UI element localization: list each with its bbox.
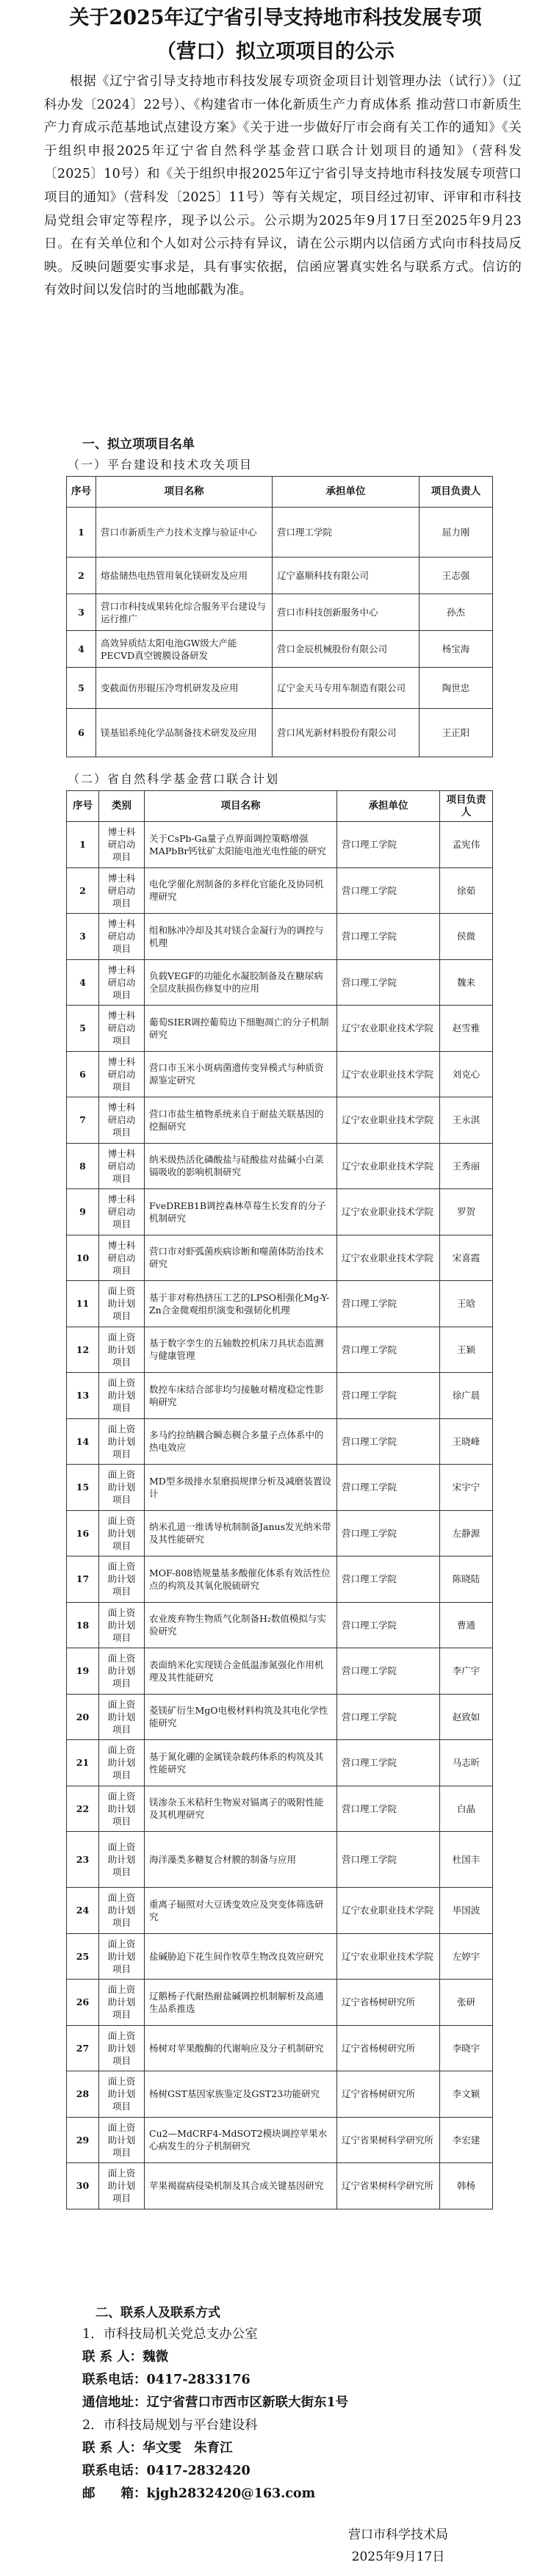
- project-lead: 李文颖: [440, 2071, 493, 2118]
- project-name: 镁基铝系纯化学品制备技术研发及应用: [96, 709, 273, 757]
- project-org: 营口风光新材料股份有限公司: [273, 709, 419, 757]
- row-number: 10: [67, 1235, 99, 1281]
- contact-person-2: 联 系 人：华文雯 朱育江: [82, 2441, 233, 2456]
- project-org: 营口理工学院: [337, 1602, 440, 1648]
- project-name: 基于非对称热挤压工艺的LPSO相强化Mg-Y-Zn合金微观组织演变和强韧化机理: [145, 1281, 337, 1327]
- project-category: 面上资助计划项目: [99, 1602, 145, 1648]
- project-name: 苹果褐腐病侵染机制及其合成关键基因研究: [145, 2163, 337, 2209]
- row-number: 27: [67, 2025, 99, 2071]
- project-lead: 宋喜霞: [440, 1235, 493, 1281]
- table2-row: [67, 1465, 493, 1511]
- project-org: 辽宁嘉顺科技有限公司: [273, 558, 419, 594]
- table2-row: [67, 1832, 493, 1888]
- table2-row: [67, 1097, 493, 1144]
- project-category: 面上资助计划项目: [99, 2117, 145, 2163]
- table2-header-row: [67, 791, 493, 822]
- project-name: 菱镁矿衍生MgO电极材料构筑及其电化学性能研究: [145, 1694, 337, 1740]
- project-org: 辽宁省杨树研究所: [337, 2071, 440, 2118]
- table2-col-cat: 类别: [99, 791, 145, 822]
- project-org: 营口理工学院: [337, 1648, 440, 1695]
- project-category: 博士科研启动项目: [99, 1051, 145, 1097]
- table1-row: [67, 508, 493, 558]
- signature-org: 营口市科学技术局: [348, 2528, 448, 2542]
- project-name: 变截面仿形辊压冷弯机研发及应用: [96, 668, 273, 709]
- intro-paragraph: [44, 71, 522, 303]
- table-nsf-projects: [66, 790, 493, 2209]
- project-name: FveDREB1B调控森林草莓生长发育的分子机制研究: [145, 1189, 337, 1235]
- project-name: 杨树对苹果酸酶的代谢响应及分子机制研究: [145, 2025, 337, 2071]
- table2-row: [67, 959, 493, 1006]
- table2-row: [67, 1694, 493, 1740]
- project-name: 数控车床结合部非均匀接触对精度稳定性影响研究: [145, 1373, 337, 1419]
- project-org: 营口理工学院: [273, 508, 419, 558]
- project-name: 营口市科技成果转化综合服务平台建设与运行推广: [96, 594, 273, 631]
- table2-row: [67, 1888, 493, 1934]
- project-lead: 徐茹: [440, 867, 493, 914]
- row-number: 1: [67, 508, 96, 558]
- row-number: 8: [67, 1143, 99, 1189]
- project-org: 营口理工学院: [337, 1465, 440, 1511]
- contact-sub1: 1．市科技局机关党总支办公室: [82, 2327, 258, 2342]
- project-name: 高效异质结太阳电池GW级大产能PECVD真空镀膜设备研发: [96, 631, 273, 668]
- project-category: 博士科研启动项目: [99, 1143, 145, 1189]
- row-number: 7: [67, 1097, 99, 1144]
- row-number: 26: [67, 1980, 99, 2026]
- project-category: 面上资助计划项目: [99, 1980, 145, 2026]
- doc-title-line2: （营口）拟立项项目的公示: [156, 40, 395, 63]
- row-number: 6: [67, 709, 96, 757]
- intro-text: 根据《辽宁省引导支持地市科技发展专项资金项目计划管理办法（试行）》（辽科办发〔2024〕22号）、《构建省市一体化新质生产力育成体系 推动营口市新质生产力育成示范基地试点建设方案》《关于进一步做好厅市会商有关工作的通知》《关于组织申报2025年辽宁省自然科学基金营口联合计划项目的通知》（营科发〔2025〕10号）和《关于组织申报2025年辽宁省引导支持地市科技发展专项营口项目的通知》（营科发〔2025〕11号）等有关规定，项目经过初审、评审和市科技局党组会审定等程序，现予以公示。公示期为2025年9月17日至2025年9月23日。在有关单位和个人如对公示持有异议，请在公示期内以信函方式向市科技局反映。反映问题要实事求是，具有事实依据，信函应署真实姓名与联系方式。信访的有效时间以发信时的当地邮戳为准。: [44, 74, 522, 298]
- row-number: 1: [67, 822, 99, 868]
- project-name: 葡萄SIER调控葡萄边下细胞凋亡的分子机制研究: [145, 1006, 337, 1052]
- project-lead: 王正阳: [419, 709, 493, 757]
- table-platform-projects: [66, 476, 493, 757]
- row-number: 19: [67, 1648, 99, 1695]
- project-org: 营口理工学院: [337, 867, 440, 914]
- project-category: 面上资助计划项目: [99, 1418, 145, 1465]
- project-name: 杨树GST基因家族鉴定及GST23功能研究: [145, 2071, 337, 2118]
- project-lead: 李晓宇: [440, 2025, 493, 2071]
- project-category: 博士科研启动项目: [99, 1006, 145, 1052]
- project-name: MD型多级排水泵磨损规律分析及减磨装置设计: [145, 1465, 337, 1511]
- project-org: 营口理工学院: [337, 1694, 440, 1740]
- table2-row: [67, 1933, 493, 1980]
- project-category: 面上资助计划项目: [99, 2163, 145, 2209]
- table2-row: [67, 1556, 493, 1603]
- table2-col-org: 承担单位: [337, 791, 440, 822]
- project-lead: 王永淇: [440, 1097, 493, 1144]
- project-name: 纳米孔道一维诱导杭制制备Janus发光纳米带及其性能研究: [145, 1510, 337, 1556]
- project-org: 营口理工学院: [337, 1740, 440, 1786]
- project-category: 博士科研启动项目: [99, 959, 145, 1006]
- project-category: 博士科研启动项目: [99, 914, 145, 960]
- table2-row: [67, 1740, 493, 1786]
- project-org: 营口理工学院: [337, 1373, 440, 1419]
- table2-row: [67, 1006, 493, 1052]
- row-number: 2: [67, 558, 96, 594]
- table2-row: [67, 1418, 493, 1465]
- table2-row: [67, 2163, 493, 2209]
- project-lead: 赵致如: [440, 1694, 493, 1740]
- project-name: 海洋藻类多糖复合材膜的制备与应用: [145, 1832, 337, 1888]
- project-org: 辽宁省杨树研究所: [337, 2025, 440, 2071]
- project-lead: 杜国丰: [440, 1832, 493, 1888]
- project-lead: 李宏建: [440, 2117, 493, 2163]
- row-number: 9: [67, 1189, 99, 1235]
- project-name: MOF-808锆规量基多酸催化体系有效活性位点的构筑及其氧化脱硫研究: [145, 1556, 337, 1603]
- project-lead: 陶世忠: [419, 668, 493, 709]
- project-org: 辽宁农业职业技术学院: [337, 1051, 440, 1097]
- table1-col-no: 序号: [67, 477, 96, 508]
- project-name: 熔盐储热电热管用氧化镁研发及应用: [96, 558, 273, 594]
- project-lead: 孙杰: [419, 594, 493, 631]
- project-org: 营口金辰机械股份有限公司: [273, 631, 419, 668]
- project-org: 辽宁农业职业技术学院: [337, 1097, 440, 1144]
- project-category: 面上资助计划项目: [99, 2025, 145, 2071]
- project-category: 面上资助计划项目: [99, 1281, 145, 1327]
- row-number: 14: [67, 1418, 99, 1465]
- project-category: 博士科研启动项目: [99, 867, 145, 914]
- project-category: 博士科研启动项目: [99, 1235, 145, 1281]
- project-name: 营口市玉米小斑病菌遗传变异模式与种质资源鉴定研究: [145, 1051, 337, 1097]
- contact-block: [82, 2323, 523, 2505]
- project-lead: 左静源: [440, 1510, 493, 1556]
- table2-col-no: 序号: [67, 791, 99, 822]
- table2-row: [67, 2117, 493, 2163]
- project-name: 营口市新质生产力技术支撑与验证中心: [96, 508, 273, 558]
- project-org: 营口理工学院: [337, 1327, 440, 1373]
- project-lead: 孟宪伟: [440, 822, 493, 868]
- table1-header-row: [67, 477, 493, 508]
- project-category: 博士科研启动项目: [99, 1189, 145, 1235]
- project-name: 重离子辐照对大豆诱变效应及突变体筛选研究: [145, 1888, 337, 1934]
- project-lead: 徐广晨: [440, 1373, 493, 1419]
- project-org: 辽宁农业职业技术学院: [337, 1143, 440, 1189]
- project-org: 营口理工学院: [337, 1418, 440, 1465]
- row-number: 12: [67, 1327, 99, 1373]
- row-number: 18: [67, 1602, 99, 1648]
- table2-col-name: 项目名称: [145, 791, 337, 822]
- row-number: 21: [67, 1740, 99, 1786]
- project-lead: 刘克心: [440, 1051, 493, 1097]
- project-category: 面上资助计划项目: [99, 2071, 145, 2118]
- project-category: 面上资助计划项目: [99, 1694, 145, 1740]
- table1-col-name: 项目名称: [96, 477, 273, 508]
- project-org: 辽宁省果树科学研究所: [337, 2163, 440, 2209]
- contact-sub2: 2．市科技局规划与平台建设科: [82, 2418, 258, 2433]
- row-number: 3: [67, 914, 99, 960]
- project-name: 营口市对虾弧菌疾病诊断和噬菌体防治技术研究: [145, 1235, 337, 1281]
- project-category: 面上资助计划项目: [99, 1327, 145, 1373]
- table2-row: [67, 1189, 493, 1235]
- table1-row: [67, 631, 493, 668]
- row-number: 24: [67, 1888, 99, 1934]
- row-number: 11: [67, 1281, 99, 1327]
- contact-phone-1: 联系电话：0417-2833176: [82, 2373, 251, 2387]
- project-lead: 王颖: [440, 1327, 493, 1373]
- project-lead: 曹通: [440, 1602, 493, 1648]
- table2-row: [67, 1143, 493, 1189]
- project-lead: 宋宇宁: [440, 1465, 493, 1511]
- doc-title-line1: 关于2025年辽宁省引导支持地市科技发展专项: [69, 7, 482, 29]
- project-category: 面上资助计划项目: [99, 1832, 145, 1888]
- table1-row: [67, 558, 493, 594]
- project-lead: 李广宇: [440, 1648, 493, 1695]
- project-category: 面上资助计划项目: [99, 1786, 145, 1832]
- row-number: 13: [67, 1373, 99, 1419]
- project-category: 面上资助计划项目: [99, 1556, 145, 1603]
- project-org: 营口理工学院: [337, 1556, 440, 1603]
- table1-col-org: 承担单位: [273, 477, 419, 508]
- project-name: 负载VEGF的功能化水凝胶制备及在糖尿病全层皮肤损伤修复中的应用: [145, 959, 337, 1006]
- table2-heading: （二）省自然科学基金营口联合计划: [68, 772, 280, 786]
- table1-body: [67, 508, 493, 757]
- project-org: 营口理工学院: [337, 1786, 440, 1832]
- project-lead: 马志昕: [440, 1740, 493, 1786]
- table1-heading: （一）平台建设和技术攻关项目: [68, 458, 253, 472]
- project-name: 组和脉冲冷却及其对镁合金凝行为的调控与机理: [145, 914, 337, 960]
- contact-person-1: 联 系 人：魏微: [82, 2350, 169, 2364]
- row-number: 4: [67, 631, 96, 668]
- row-number: 5: [67, 1006, 99, 1052]
- table2-row: [67, 2071, 493, 2118]
- project-name: 盐碱胁迫下花生间作牧草生物改良效应研究: [145, 1933, 337, 1980]
- project-lead: 杨宝海: [419, 631, 493, 668]
- project-org: 营口理工学院: [337, 959, 440, 1006]
- project-org: 辽宁农业职业技术学院: [337, 1189, 440, 1235]
- row-number: 23: [67, 1832, 99, 1888]
- project-lead: 左婷宇: [440, 1933, 493, 1980]
- signature-block: [348, 2524, 448, 2568]
- row-number: 16: [67, 1510, 99, 1556]
- project-org: 辽宁农业职业技术学院: [337, 1888, 440, 1934]
- project-org: 营口市科技创新服务中心: [273, 594, 419, 631]
- project-category: 博士科研启动项目: [99, 822, 145, 868]
- row-number: 2: [67, 867, 99, 914]
- table1-row: [67, 668, 493, 709]
- project-org: 营口理工学院: [337, 1832, 440, 1888]
- table2-row: [67, 914, 493, 960]
- row-number: 6: [67, 1051, 99, 1097]
- project-lead: 侯微: [440, 914, 493, 960]
- table2-row: [67, 1510, 493, 1556]
- table2-row: [67, 1602, 493, 1648]
- table2-row: [67, 1648, 493, 1695]
- row-number: 4: [67, 959, 99, 1006]
- table1-row: [67, 709, 493, 757]
- project-org: 辽宁省果树科学研究所: [337, 2117, 440, 2163]
- contact-phone-2: 联系电话：0417-2832420: [82, 2464, 251, 2478]
- project-org: 辽宁金天马专用车制造有限公司: [273, 668, 419, 709]
- project-name: 营口市盐生植物系统来自于耐盐关联基因的挖掘研究: [145, 1097, 337, 1144]
- project-lead: 赵雪雅: [440, 1006, 493, 1052]
- project-org: 辽宁农业职业技术学院: [337, 1006, 440, 1052]
- project-name: 表面纳米化实现镁合金低温渗氮强化作用机理及其性能研究: [145, 1648, 337, 1695]
- project-category: 面上资助计划项目: [99, 1648, 145, 1695]
- project-name: 纳米级热活化磷酸盐与硅酸盐对盐碱小白菜镉吸收的影响机制研究: [145, 1143, 337, 1189]
- project-lead: 王晓峰: [440, 1418, 493, 1465]
- row-number: 22: [67, 1786, 99, 1832]
- project-category: 面上资助计划项目: [99, 1465, 145, 1511]
- row-number: 20: [67, 1694, 99, 1740]
- row-number: 28: [67, 2071, 99, 2118]
- project-category: 博士科研启动项目: [99, 1097, 145, 1144]
- table2-body: [67, 822, 493, 2209]
- project-lead: 张研: [440, 1980, 493, 2026]
- project-lead: 王志强: [419, 558, 493, 594]
- project-lead: 王秀丽: [440, 1143, 493, 1189]
- row-number: 15: [67, 1465, 99, 1511]
- project-lead: 韩杨: [440, 2163, 493, 2209]
- table2-row: [67, 1980, 493, 2026]
- project-org: 辽宁农业职业技术学院: [337, 1933, 440, 1980]
- project-org: 辽宁省杨树研究所: [337, 1980, 440, 2026]
- project-name: Cu2—MdCRF4-MdSOT2模块调控苹果水心病发生的分子机制研究: [145, 2117, 337, 2163]
- contact-email: 邮 箱：kjgh2832420@163.com: [82, 2486, 316, 2501]
- project-name: 辽鹅杨子代耐热耐盐碱调控机制解析及高通生品系推选: [145, 1980, 337, 2026]
- project-lead: 魏来: [440, 959, 493, 1006]
- table2-row: [67, 1051, 493, 1097]
- project-name: 关于CsPb-Ga量子点界面调控策略增强MAPbBr钙钛矿太阳能电池光电性能的研究: [145, 822, 337, 868]
- row-number: 25: [67, 1933, 99, 1980]
- project-category: 面上资助计划项目: [99, 1888, 145, 1934]
- project-lead: 王晗: [440, 1281, 493, 1327]
- row-number: 17: [67, 1556, 99, 1603]
- table2-row: [67, 1235, 493, 1281]
- project-name: 农业废弃物生物质气化制备H₂数值模拟与实验研究: [145, 1602, 337, 1648]
- row-number: 30: [67, 2163, 99, 2209]
- project-lead: 陈晓陆: [440, 1556, 493, 1603]
- project-lead: 屈力刚: [419, 508, 493, 558]
- project-org: 辽宁农业职业技术学院: [337, 1235, 440, 1281]
- table2-row: [67, 1786, 493, 1832]
- table2-row: [67, 1281, 493, 1327]
- signature-date: 2025年9月17日: [351, 2550, 445, 2564]
- project-lead: 毕国波: [440, 1888, 493, 1934]
- project-name: 镁渗杂玉米秸秆生物炭对镉离子的吸附性能及其机理研究: [145, 1786, 337, 1832]
- project-org: 营口理工学院: [337, 1281, 440, 1327]
- project-category: 面上资助计划项目: [99, 1933, 145, 1980]
- section2-heading: 二、联系人及联系方式: [96, 2306, 220, 2320]
- table2-col-lead: 项目负责人: [440, 791, 493, 822]
- project-name: 基于氮化硼的金属镁杂载药体系的构筑及其性能研究: [145, 1740, 337, 1786]
- project-lead: 罗贺: [440, 1189, 493, 1235]
- table2-row: [67, 1373, 493, 1419]
- section1-heading: 一、拟立项项目名单: [82, 437, 195, 452]
- project-name: 多马约拉纳耦合瞬态稠合多量子点体系中的热电效应: [145, 1418, 337, 1465]
- project-org: 营口理工学院: [337, 914, 440, 960]
- table1-row: [67, 594, 493, 631]
- contact-address: 通信地址：辽宁省营口市西市区新联大街东1号: [82, 2395, 349, 2410]
- project-org: 营口理工学院: [337, 1510, 440, 1556]
- row-number: 5: [67, 668, 96, 709]
- table1-col-lead: 项目负责人: [419, 477, 493, 508]
- row-number: 3: [67, 594, 96, 631]
- doc-title: [0, 0, 551, 68]
- project-category: 面上资助计划项目: [99, 1740, 145, 1786]
- project-lead: 白晶: [440, 1786, 493, 1832]
- row-number: 29: [67, 2117, 99, 2163]
- table2-row: [67, 867, 493, 914]
- project-category: 面上资助计划项目: [99, 1510, 145, 1556]
- table2-row: [67, 2025, 493, 2071]
- project-category: 面上资助计划项目: [99, 1373, 145, 1419]
- project-name: 基于数字孪生的五轴数控机床刀具状态监测与健康管理: [145, 1327, 337, 1373]
- project-org: 营口理工学院: [337, 822, 440, 868]
- table2-row: [67, 1327, 493, 1373]
- project-name: 电化学催化剂制备的多样化官能化及协同机理研究: [145, 867, 337, 914]
- table2-row: [67, 822, 493, 868]
